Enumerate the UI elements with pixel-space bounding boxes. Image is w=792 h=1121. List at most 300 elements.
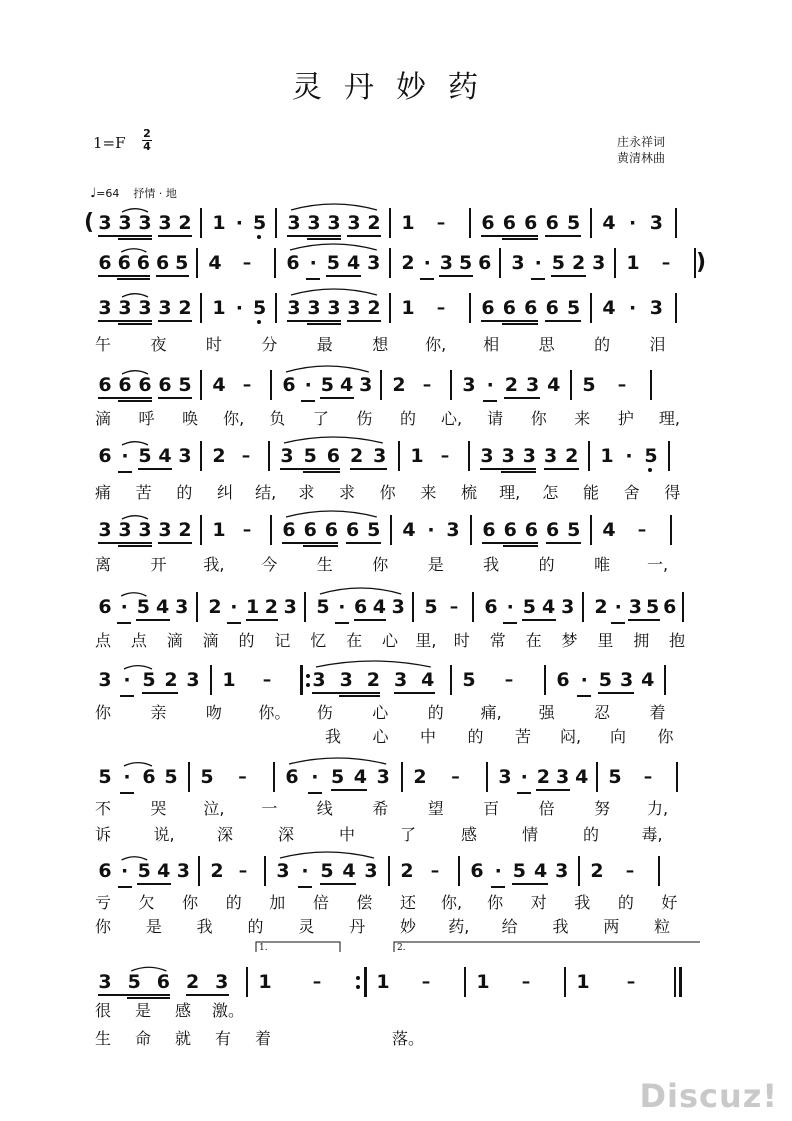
note: 3 — [98, 519, 112, 541]
note: 1 — [401, 297, 415, 319]
augmentation-dot: · — [230, 596, 238, 618]
rhythm-underline — [306, 278, 320, 280]
augmentation-dot: · — [309, 252, 317, 274]
low-octave-dot — [257, 320, 261, 324]
lyric-word: 望 — [427, 799, 444, 818]
note: 3 — [364, 860, 378, 882]
quarter-note-icon: ♩ — [90, 186, 97, 201]
note: 3 — [367, 252, 381, 274]
augmentation-dot: · — [520, 766, 528, 788]
rhythm-underline — [512, 883, 547, 885]
note: 4 — [208, 252, 222, 274]
lyric-word: 痛 — [94, 483, 111, 502]
rhythm-underline — [480, 468, 536, 470]
note: 4 — [421, 669, 435, 691]
note: 6 — [98, 374, 112, 396]
lyric-word: 是 — [427, 555, 444, 574]
barline — [200, 441, 202, 471]
lyric-word: 你 — [379, 483, 396, 502]
barline — [670, 515, 672, 545]
barline — [675, 208, 677, 238]
note: 4 — [155, 596, 170, 618]
lyric-word: 忍 — [594, 703, 611, 722]
lyric-word: 你, — [441, 893, 463, 912]
rhythm-underline — [320, 883, 356, 885]
lyric-word: 倍 — [312, 893, 329, 912]
lyric-word: 你 — [372, 555, 389, 574]
lyric-word: 唤 — [182, 409, 199, 428]
rhythm-underline — [120, 792, 134, 794]
lyric-word: 今 — [261, 555, 278, 574]
barline — [200, 293, 202, 323]
note: 6 — [481, 212, 495, 234]
lyric-word: 闷, — [559, 727, 582, 746]
note: 4 — [372, 596, 386, 618]
lyric-word: 的 — [594, 335, 611, 354]
rhythm-underline — [98, 275, 150, 277]
lyric-word: 的 — [538, 555, 555, 574]
barline — [380, 370, 382, 400]
lyric-word: 偿 — [356, 893, 373, 912]
lyric-line-verse2 — [92, 822, 712, 844]
lyric-word: 有 — [214, 1029, 231, 1048]
sustain-dash: – — [242, 375, 252, 395]
note: 1 — [212, 212, 226, 234]
note: 3 — [307, 212, 321, 234]
rhythm-underline — [98, 235, 152, 237]
note: 1 — [212, 519, 226, 541]
note: 6 — [98, 596, 112, 618]
note: 5 — [458, 252, 473, 274]
note: 3 — [347, 212, 361, 234]
lyric-word: 求 — [338, 483, 355, 502]
note: 3 — [327, 212, 341, 234]
barline — [458, 856, 460, 886]
sustain-dash: – — [238, 767, 247, 787]
final-thick-barline — [679, 967, 682, 997]
rhythm-underline — [158, 320, 192, 322]
lyric-word: 感 — [460, 825, 477, 844]
rhythm-underline — [118, 471, 132, 473]
barline — [198, 856, 200, 886]
note: 6 — [136, 252, 150, 274]
lyric-word: 相 — [483, 335, 500, 354]
lyric-word: 两 — [603, 917, 620, 936]
note: 6 — [524, 297, 538, 319]
rhythm-underline — [339, 695, 380, 697]
lyric-word: 强 — [538, 703, 555, 722]
note: 3 — [176, 860, 190, 882]
barline — [668, 441, 670, 471]
lyric-word: 梦 — [561, 631, 578, 650]
note: 3 — [98, 971, 112, 993]
note: 4 — [602, 519, 616, 541]
note: 2 — [594, 596, 608, 618]
sustain-dash: – — [262, 670, 272, 690]
note: 4 — [641, 669, 655, 691]
rhythm-underline — [98, 397, 152, 399]
time-signature-bottom: 4 — [143, 140, 151, 153]
time-signature-top: 2 — [143, 127, 151, 140]
lyric-word: 的 — [582, 825, 599, 844]
lyric-word: 一 — [261, 799, 278, 818]
lyric-word: 你, — [425, 335, 447, 354]
barline — [614, 248, 616, 278]
repeat-dots — [356, 971, 360, 994]
note: 1 — [626, 252, 640, 274]
staff-row — [92, 762, 712, 792]
lyric-word: 分 — [261, 335, 278, 354]
staff-row — [92, 515, 712, 545]
rhythm-underline — [546, 542, 581, 544]
barline — [486, 762, 488, 792]
note: 3 — [175, 596, 189, 618]
lyric-word: 中 — [419, 727, 436, 746]
lyric-word: 吻 — [205, 703, 222, 722]
staff-row — [92, 592, 712, 622]
note: 3 — [98, 212, 112, 234]
lyric-word: 倍 — [538, 799, 555, 818]
sustain-dash: – — [238, 861, 248, 881]
rhythm-underline — [118, 238, 152, 240]
rhythm-underline — [118, 323, 152, 325]
rhythm-underline — [307, 323, 341, 325]
note: 5 — [138, 445, 152, 467]
lyric-line — [92, 552, 712, 574]
barline — [270, 515, 272, 545]
note: 1 — [222, 669, 236, 691]
lyric-word: 很 — [94, 1001, 111, 1020]
barline — [450, 665, 452, 695]
note: 6 — [155, 252, 170, 274]
note: 6 — [484, 596, 498, 618]
note: 2 — [367, 297, 381, 319]
lyric-word: 了 — [399, 825, 416, 844]
note: 3 — [561, 596, 575, 618]
note: 6 — [117, 252, 131, 274]
note: 6 — [545, 297, 559, 319]
barline — [210, 665, 212, 695]
augmentation-dot: · — [423, 252, 431, 274]
sustain-dash: – — [625, 861, 635, 881]
lyric-line — [92, 332, 712, 354]
note: 5 — [598, 669, 612, 691]
lyric-word: 着 — [649, 703, 666, 722]
note: 5 — [175, 252, 189, 274]
lyric-word: 点 — [94, 631, 111, 650]
barline — [196, 592, 198, 622]
barline — [196, 248, 198, 278]
barline — [390, 515, 392, 545]
note: 6 — [524, 519, 538, 541]
note: 6 — [286, 252, 300, 274]
tempo-marking — [90, 185, 177, 201]
rhythm-underline — [501, 471, 536, 473]
augmentation-dot: · — [123, 766, 131, 788]
lyric-word: 命 — [134, 1029, 151, 1048]
low-octave-dot — [648, 468, 652, 472]
barline — [578, 856, 580, 886]
augmentation-dot: · — [534, 252, 542, 274]
augmentation-dot: · — [629, 297, 637, 319]
low-octave-dot — [257, 235, 261, 239]
note: 3 — [138, 212, 152, 234]
volta-label-second: 2. — [397, 943, 406, 953]
lyric-word: 拥 — [633, 631, 650, 650]
barline — [664, 665, 666, 695]
rhythm-underline — [545, 320, 580, 322]
rhythm-underline — [420, 278, 434, 280]
note: 6 — [98, 445, 112, 467]
barline — [389, 248, 391, 278]
note: 2 — [264, 596, 278, 618]
sustain-dash: – — [430, 861, 440, 881]
note: 1 — [410, 445, 424, 467]
lyric-word: 伤 — [356, 409, 373, 428]
key-signature: 1=F — [93, 134, 126, 152]
augmentation-dot: · — [120, 860, 129, 882]
note: 2 — [178, 519, 192, 541]
rhythm-underline — [117, 278, 150, 280]
note: 3 — [186, 669, 200, 691]
lyric-word: 的 — [467, 727, 484, 746]
staff-row — [92, 248, 712, 278]
lyricist: 庄永祥词 — [617, 135, 666, 149]
rhythm-underline — [186, 994, 229, 996]
lyric-word: 心, — [441, 409, 463, 428]
lyric-word: 泣, — [203, 799, 225, 818]
sustain-dash: – — [312, 972, 322, 992]
lyric-line — [92, 700, 712, 722]
note: 3 — [138, 297, 152, 319]
note: 2 — [164, 669, 178, 691]
note: 6 — [98, 860, 112, 882]
rhythm-underline — [483, 400, 497, 402]
note: 2 — [366, 669, 380, 691]
note: 5 — [164, 766, 178, 788]
sustain-dash: – — [242, 253, 252, 273]
note: 4 — [157, 860, 171, 882]
rhythm-underline — [350, 468, 387, 470]
volta-label-first: 1. — [259, 943, 268, 953]
lyric-word: 亲 — [150, 703, 167, 722]
note: 6 — [282, 374, 296, 396]
lyric-word: 护 — [617, 409, 634, 428]
barline — [470, 515, 472, 545]
lyric-word: 落。 — [392, 1029, 425, 1048]
note: 5 — [127, 971, 141, 993]
note: 2 — [536, 766, 550, 788]
augmentation-dot: · — [123, 669, 131, 691]
lyric-word: 梳 — [460, 483, 477, 502]
barline — [650, 370, 652, 400]
lyric-word: 了 — [312, 409, 329, 428]
augmentation-dot: · — [427, 519, 435, 541]
rhythm-underline — [158, 397, 192, 399]
note: 3 — [649, 212, 663, 234]
rhythm-underline — [522, 619, 555, 621]
note: 4 — [533, 860, 548, 882]
note: 3 — [555, 766, 570, 788]
rhythm-underline — [158, 235, 192, 237]
rhythm-underline — [504, 397, 539, 399]
barline — [274, 248, 276, 278]
note: 6 — [481, 297, 495, 319]
rhythm-underline — [598, 692, 633, 694]
note: 5 — [330, 766, 345, 788]
lyric-word: 说, — [153, 825, 175, 844]
rhythm-underline — [482, 542, 538, 544]
lyric-line — [92, 998, 712, 1020]
repeat-end-barline — [364, 967, 367, 997]
note: 1 — [212, 297, 226, 319]
lyric-word: 你 — [530, 409, 547, 428]
lyric-word: 心 — [372, 727, 389, 746]
barline — [469, 293, 471, 323]
augmentation-dot: · — [486, 374, 494, 396]
note: 2 — [400, 860, 414, 882]
note: 5 — [582, 374, 596, 396]
rhythm-underline — [303, 471, 340, 473]
composer: 黄清林曲 — [617, 151, 666, 165]
barline — [264, 856, 266, 886]
barline — [590, 208, 592, 238]
lyric-word: 我, — [203, 555, 225, 574]
lyric-word: 你 — [487, 893, 504, 912]
lyric-word: 泪 — [649, 335, 666, 354]
rhythm-underline — [503, 622, 517, 624]
barline — [450, 370, 452, 400]
note: 5 — [320, 860, 334, 882]
note: 3 — [118, 212, 132, 234]
lyric-word: 给 — [501, 917, 518, 936]
rhythm-underline — [137, 883, 171, 885]
lyric-word: 感 — [174, 1001, 191, 1020]
rhythm-underline — [611, 622, 625, 624]
lyric-word: 求 — [298, 483, 315, 502]
augmentation-dot: · — [301, 860, 309, 882]
lyric-word: 还 — [399, 893, 416, 912]
lyric-word: 你 — [657, 727, 674, 746]
note: 3 — [498, 766, 512, 788]
sustain-dash: – — [241, 446, 251, 466]
volta-bracket-second — [394, 942, 700, 952]
note: 5 — [98, 766, 112, 788]
note: 3 — [347, 297, 361, 319]
augmentation-dot: · — [304, 374, 312, 396]
note: 2 — [349, 445, 364, 467]
lyric-word: 里 — [597, 631, 614, 650]
rhythm-underline — [551, 275, 585, 277]
lyric-word: 伤 — [316, 703, 333, 722]
note: 5 — [367, 519, 381, 541]
note: 3 — [307, 297, 321, 319]
rhythm-underline — [120, 695, 134, 697]
note: 3 — [462, 374, 476, 396]
note: 3 — [543, 445, 558, 467]
lyric-word: 我 — [552, 917, 569, 936]
rhythm-underline — [138, 468, 172, 470]
note: 3 — [158, 212, 172, 234]
note: 3 — [287, 212, 301, 234]
note: 3 — [592, 252, 606, 274]
note: 4 — [342, 860, 356, 882]
tempo-value: =64 — [96, 187, 120, 200]
staff-row — [84, 208, 712, 238]
barline — [590, 293, 592, 323]
note: 1 — [258, 971, 272, 993]
lyric-word: 里, — [415, 631, 437, 650]
staff-row — [92, 856, 712, 886]
lyric-word: 希 — [372, 799, 389, 818]
lyric-word: 能 — [582, 483, 599, 502]
rhythm-underline — [301, 400, 315, 402]
sustain-dash: – — [421, 972, 431, 992]
note: 6 — [303, 519, 317, 541]
note: 5 — [136, 596, 150, 618]
note: 5 — [178, 374, 192, 396]
barline — [389, 293, 391, 323]
note: 3 — [276, 860, 290, 882]
lyric-line-verse2 — [92, 914, 712, 936]
staff-row — [92, 967, 712, 997]
barline — [468, 441, 470, 471]
lyric-word: 思 — [538, 335, 555, 354]
note: 2 — [571, 252, 586, 274]
lyric-word: 点 — [130, 631, 147, 650]
rhythm-underline — [298, 886, 312, 888]
rhythm-underline — [98, 320, 152, 322]
note: 6 — [663, 596, 677, 618]
note: 3 — [98, 297, 112, 319]
lyric-word: 你 — [182, 893, 199, 912]
sustain-dash: – — [436, 298, 446, 318]
rhythm-underline — [326, 275, 360, 277]
lyric-word: 抱 — [669, 631, 686, 650]
note: 3 — [138, 519, 152, 541]
rhythm-underline — [491, 886, 505, 888]
sustain-dash: – — [449, 597, 459, 617]
rhythm-underline — [503, 545, 538, 547]
lyric-word: 不 — [94, 799, 111, 818]
lyric-word: 粒 — [654, 917, 671, 936]
final-barline — [674, 967, 676, 997]
note: 3 — [511, 252, 525, 274]
note: 5 — [320, 374, 334, 396]
note: 5 — [512, 860, 526, 882]
lyric-word: 的 — [176, 483, 193, 502]
note: 5 — [251, 212, 269, 234]
rhythm-underline — [544, 468, 579, 470]
lyric-word: 就 — [174, 1029, 191, 1048]
barline — [544, 665, 546, 695]
rhythm-underline — [308, 792, 322, 794]
lyric-line — [92, 890, 712, 912]
note: 4 — [158, 445, 172, 467]
note: 2 — [367, 212, 381, 234]
note: 6 — [524, 212, 538, 234]
lyric-word: 努 — [594, 799, 611, 818]
lyric-word: 怎 — [542, 483, 559, 502]
sustain-dash: – — [436, 213, 446, 233]
note: 4 — [602, 212, 616, 234]
note: 6 — [345, 519, 360, 541]
note: 6 — [158, 374, 172, 396]
barline — [570, 370, 572, 400]
barline — [590, 515, 592, 545]
note: 4 — [353, 766, 367, 788]
note: 6 — [502, 212, 516, 234]
